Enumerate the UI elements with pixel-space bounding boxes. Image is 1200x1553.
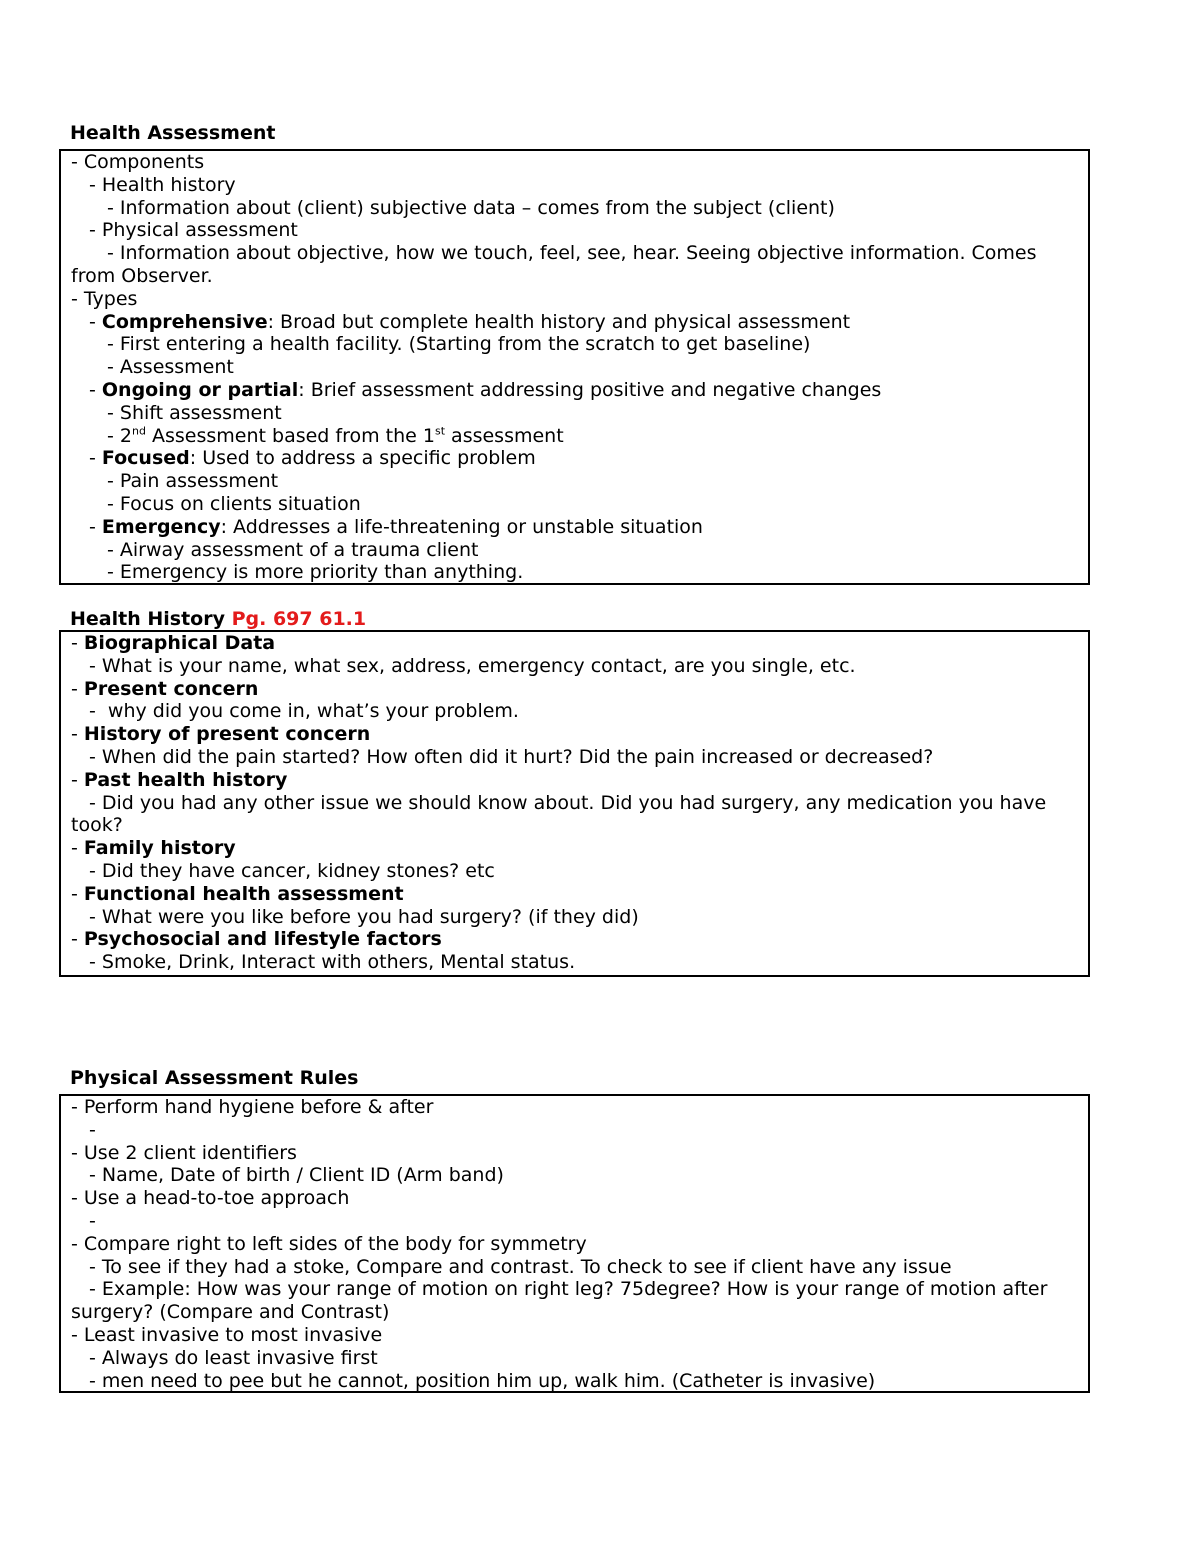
rule-least-invasive-sub-2: - men need to pee but he cannot, position him up, walk him. (Catheter is invasive)	[89, 1369, 876, 1392]
ongoing-sub-2-sup-st: st	[434, 424, 446, 438]
comprehensive-sub-1: - First entering a health facility. (Starting from the scratch to get baseline)	[107, 333, 811, 356]
functional-health-sub: - What were you like before you had surgery? (if they did)	[89, 905, 639, 928]
page-reference: Pg. 697 61.1	[231, 608, 367, 630]
ongoing-label: Ongoing or partial	[101, 378, 299, 401]
focused-text: : Used to address a specific problem	[189, 447, 536, 470]
rule-head-to-toe: - Use a head-to-toe approach	[71, 1187, 350, 1210]
comprehensive-label: Comprehensive	[101, 310, 268, 333]
health-assessment-box	[59, 149, 1090, 585]
health-history-title-text: Health History	[70, 608, 225, 630]
health-history-box	[59, 630, 1090, 977]
ongoing-sub-2-sup-nd: nd	[131, 424, 146, 438]
emergency-line: - Emergency: Addresses a life-threatening or unstable situation	[89, 515, 703, 538]
rule-compare-symmetry: - Compare right to left sides of the body for symmetry	[71, 1232, 587, 1255]
functional-health-label: Functional health assessment	[83, 882, 404, 905]
history-present-concern-label: History of present concern	[83, 723, 371, 746]
health-history-line: - Health history	[89, 173, 236, 196]
family-history-label: Family history	[83, 837, 236, 860]
rule-client-identifiers: - Use 2 client identifiers	[71, 1141, 297, 1164]
family-history-sub: - Did they have cancer, kidney stones? etc	[89, 859, 495, 882]
health-history-title	[70, 608, 366, 631]
emergency-sub-1: - Airway assessment of a trauma client	[107, 538, 479, 561]
rule-least-invasive-sub-1: - Always do least invasive first	[89, 1346, 378, 1369]
health-assessment-title: Health Assessment	[70, 122, 276, 144]
ongoing-sub-2	[71, 425, 1078, 448]
past-health-history-sub: - Did you had any other issue we should know about. Did you had surgery, any medication you have took?	[71, 791, 1053, 837]
past-health-history-label: Past health history	[83, 768, 288, 791]
biographical-line: - Biographical Data	[71, 632, 276, 654]
focused-line: - Focused: Used to address a specific problem	[89, 447, 536, 470]
ongoing-line: - Ongoing or partial: Brief assessment addressing positive and negative changes	[89, 378, 882, 401]
biographical-label: Biographical Data	[83, 632, 276, 654]
psychosocial-sub: - Smoke, Drink, Interact with others, Mental status.	[89, 951, 576, 974]
types-line: - Types	[71, 287, 138, 310]
psychosocial-label: Psychosocial and lifestyle factors	[83, 928, 442, 951]
history-present-concern-sub: - When did the pain started? How often did it hurt? Did the pain increased or decreased?	[89, 745, 934, 768]
rule-head-to-toe-sub: -	[89, 1209, 96, 1232]
components-line: - Components	[71, 151, 205, 173]
physical-assessment-line: - Physical assessment	[89, 219, 298, 242]
functional-health-line: - Functional health assessment	[71, 882, 404, 905]
ongoing-sub-1: - Shift assessment	[107, 401, 282, 424]
rule-compare-symmetry-sub-1: - To see if they had a stoke, Compare and contrast. To check to see if client have any issue	[89, 1255, 952, 1278]
family-history-line: - Family history	[71, 837, 236, 860]
focused-sub-2: - Focus on clients situation	[107, 492, 361, 515]
physical-assessment-info: - Information about objective, how we touch, feel, see, hear. Seeing objective information. Comes from Observer.	[71, 242, 1043, 287]
comprehensive-sub-2: - Assessment	[107, 356, 234, 379]
emergency-label: Emergency	[101, 515, 221, 538]
focused-sub-1: - Pain assessment	[107, 470, 279, 493]
ongoing-sub-2-a: - 2	[107, 424, 132, 447]
ongoing-text: : Brief assessment addressing positive and negative changes	[298, 378, 882, 401]
rule-hand-hygiene: - Perform hand hygiene before & after	[71, 1096, 434, 1118]
comprehensive-line: - Comprehensive: Broad but complete health history and physical assessment	[89, 310, 851, 333]
past-health-history-line: - Past health history	[71, 768, 288, 791]
physical-rules-box	[59, 1094, 1090, 1393]
physical-rules-title: Physical Assessment Rules	[70, 1067, 359, 1089]
comprehensive-text: : Broad but complete health history and physical assessment	[267, 310, 851, 333]
present-concern-sub: - why did you come in, what’s your problem.	[89, 700, 519, 723]
rule-hand-hygiene-sub: -	[89, 1118, 96, 1141]
history-present-concern-line: - History of present concern	[71, 723, 371, 746]
present-concern-label: Present concern	[83, 677, 259, 700]
emergency-sub-2: - Emergency is more priority than anything.	[107, 561, 524, 584]
health-history-info: - Information about (client) subjective data – comes from the subject (client)	[107, 196, 835, 219]
ongoing-sub-2-b: Assessment based from the 1	[145, 424, 435, 447]
psychosocial-line: - Psychosocial and lifestyle factors	[71, 928, 442, 951]
rule-client-identifiers-sub: - Name, Date of birth / Client ID (Arm band)	[89, 1164, 504, 1187]
biographical-sub: - What is your name, what sex, address, emergency contact, are you single, etc.	[89, 654, 856, 677]
ongoing-sub-2-c: assessment	[445, 424, 564, 447]
rule-compare-symmetry-sub-2: - Example: How was your range of motion on right leg? 75degree? How is your range of motion after surgery? (Compare and Contrast)	[71, 1278, 1054, 1324]
rule-least-invasive: - Least invasive to most invasive	[71, 1323, 383, 1346]
present-concern-line: - Present concern	[71, 677, 259, 700]
emergency-text: : Addresses a life-threatening or unstable situation	[220, 515, 703, 538]
focused-label: Focused	[101, 447, 190, 470]
